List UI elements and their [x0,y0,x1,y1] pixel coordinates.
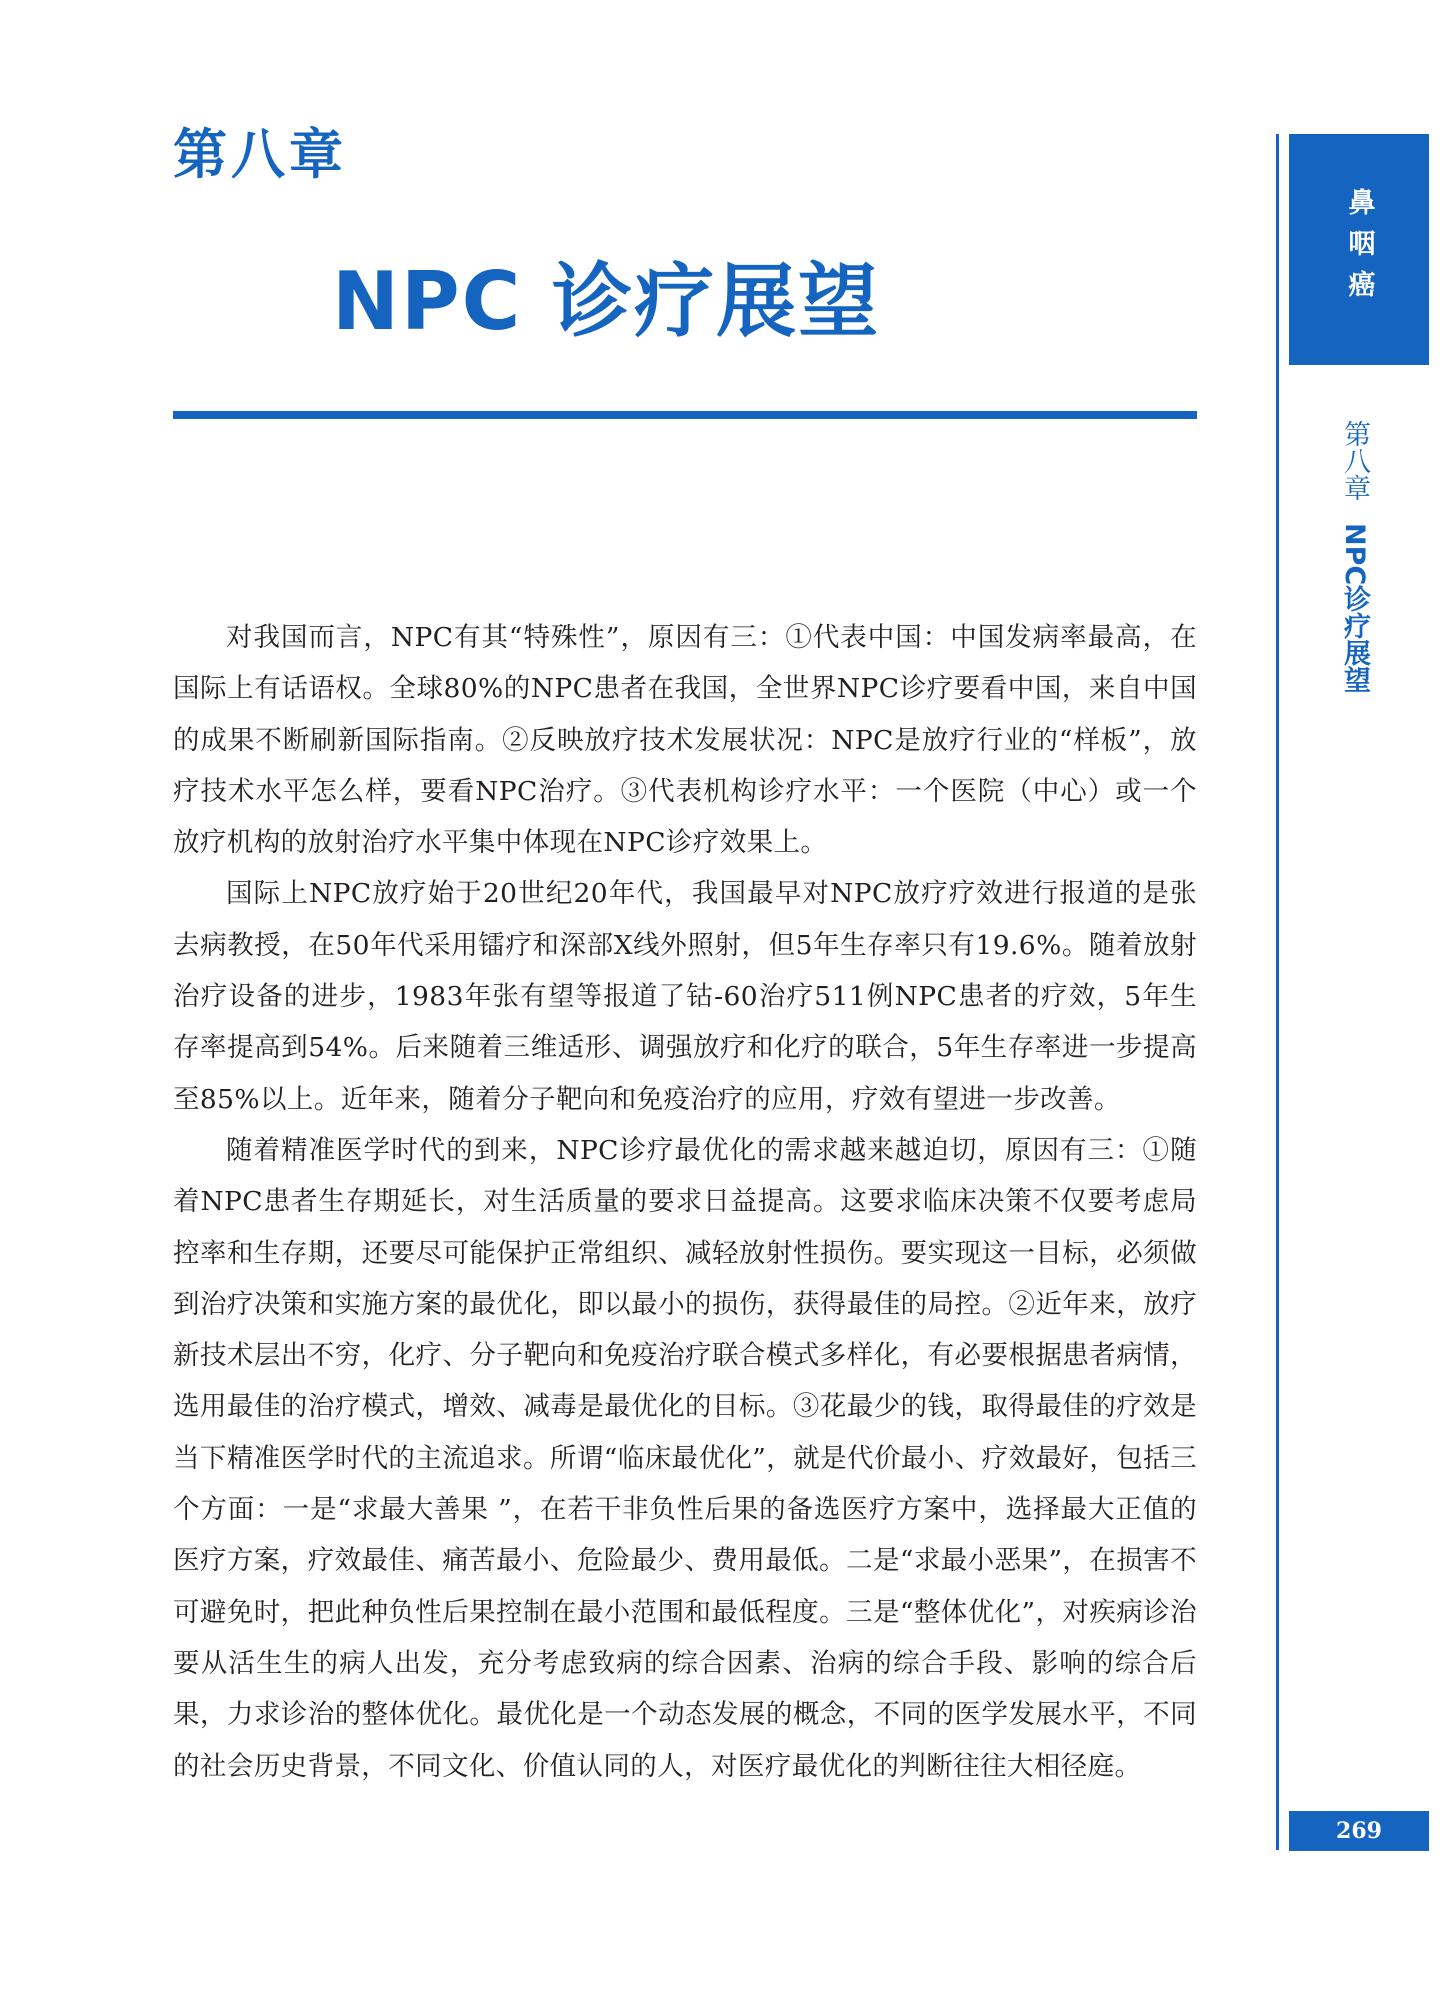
title-rule [173,411,1197,419]
margin-divider [1276,134,1279,1850]
chapter-title: NPC 诊疗展望 [332,255,881,348]
book-tab [1289,134,1429,365]
paragraph-3: 随着精准医学时代的到来，NPC诊疗最优化的需求越来越迫切，原因有三：①随着NPC患者生存期延长，对生活质量的要求日益提高。这要求临床决策不仅要考虑局控率和生存期，还要尽可能保护正常组织、减轻放射性损伤。要实现这一目标，必须做到治疗决策和实施方案的最优化，即以最小的损伤，获得最佳的局控。②近年来，放疗新技术层出不穷，化疗、分子靶向和免疫治疗联合模式多样化，有必要根据患者病情，选用最佳的治疗模式，增效、减毒是最优化的目标。③花最少的钱，取得最佳的疗效是当下精准医学时代的主流追求。所谓“临床最优化”，就是代价最小、疗效最好，包括三个方面：一是“求最大善果 ”，在若干非负性后果的备选医疗方案中，选择最大正值的医疗方案，疗效最佳、痛苦最小、危险最少、费用最低。二是“求最小恶果”，在损害不可避免时，把此种负性后果控制在最小范围和最低程度。三是“整体优化”，对疾病诊治要从活生生的病人出发，充分考虑致病的综合因素、治病的综合手段、影响的综合后果，力求诊治的整体优化。最优化是一个动态发展的概念，不同的医学发展水平，不同的社会历史背景，不同文化、价值认同的人，对医疗最优化的判断往往大相径庭。 [173,1134,1197,1782]
book-tab-label: 鼻咽癌 [1343,188,1375,311]
paragraph-2: 国际上NPC放疗始于20世纪20年代，我国最早对NPC放疗疗效进行报道的是张去病教授，在50年代采用镭疗和深部X线外照射，但5年生存率只有19.6%。随着放射治疗设备的进步，1983年张有望等报道了钴-60治疗511例NPC患者的疗效，5年生存率提高到54%。后来随着三维适形、调强放疗和化疗的联合，5年生存率进一步提高至85%以上。近年来，随着分子靶向和免疫治疗的应用，疗效有望进一步改善。 [173,878,1197,1115]
side-chapter-number: 第八章 [1339,420,1370,501]
side-chapter-label [1334,420,1374,693]
chapter-label: 第八章 [173,123,347,186]
body-text [173,612,1197,1792]
side-chapter-name: NPC诊疗展望 [1339,523,1370,694]
paragraph-1: 对我国而言，NPC有其“特殊性”，原因有三：①代表中国：中国发病率最高，在国际上有话语权。全球80%的NPC患者在我国，全世界NPC诊疗要看中国，来自中国的成果不断刷新国际指南。②反映放疗技术发展状况：NPC是放疗行业的“样板”，放疗技术水平怎么样，要看NPC治疗。③代表机构诊疗水平：一个医院（中心）或一个放疗机构的放射治疗水平集中体现在NPC诊疗效果上。 [173,622,1197,859]
page-number: 269 [1289,1811,1429,1851]
